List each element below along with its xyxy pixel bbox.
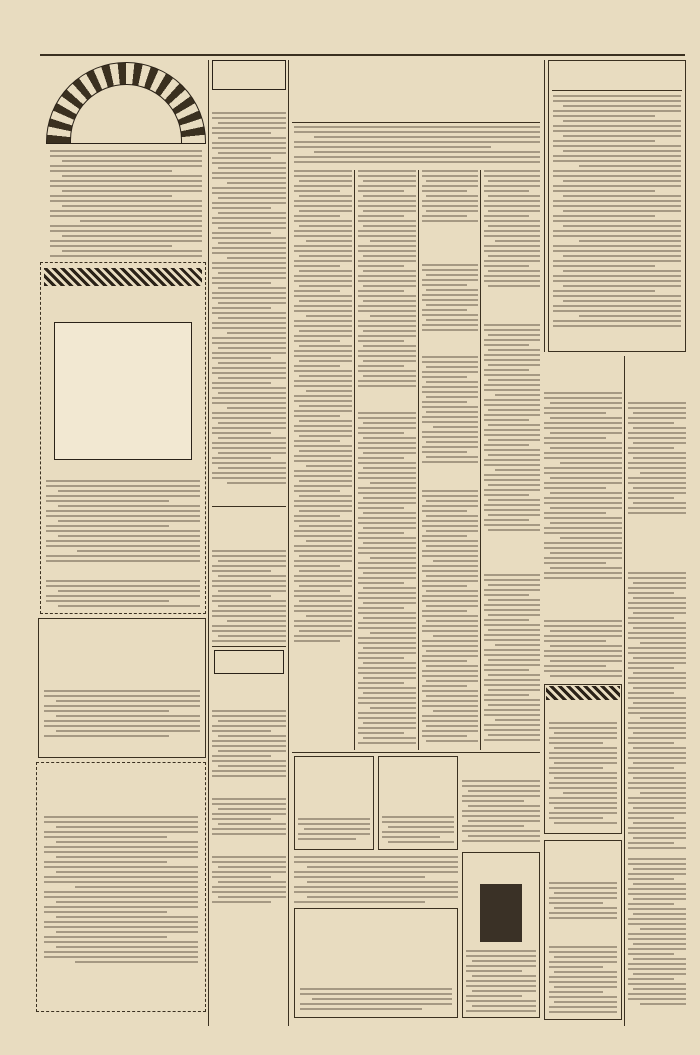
article-jordan-byline (552, 334, 680, 348)
jerusalem-ad-banner (546, 686, 620, 700)
divider (212, 506, 286, 507)
municipality-signatory-role2 (40, 994, 120, 1006)
rescue-battles-headline (358, 392, 416, 408)
dogs-ad-title (380, 760, 456, 794)
shoes-ad-body (298, 818, 370, 846)
column-signature (212, 488, 286, 502)
article-jordan-headline (552, 63, 682, 89)
jerusalem-ad-body (549, 722, 617, 830)
crossword-solution (46, 580, 200, 610)
fashion-ad-shop (546, 926, 620, 940)
sports-body2 (212, 798, 286, 838)
fashion-ad-title (546, 845, 620, 863)
main-col-a (484, 170, 540, 290)
main-col-c (358, 170, 416, 390)
main-col-b (422, 170, 478, 226)
crossword-grid[interactable] (54, 322, 192, 460)
crossword-row-numbers (192, 322, 204, 458)
dogs-ad-sub (380, 798, 456, 812)
fashion-ad-sub (546, 866, 620, 878)
tokyo-headline (292, 560, 356, 594)
main-col-b2 (422, 264, 478, 334)
setback-headline (422, 228, 478, 260)
crossword-clues (46, 480, 200, 564)
horoscope-title (76, 100, 176, 140)
sports-sub1 (212, 678, 286, 692)
main-col-a4 (462, 780, 540, 848)
column-body (212, 112, 286, 486)
main-col-b3 (422, 356, 478, 466)
municipality-signatory-role (40, 981, 120, 993)
col-divider (544, 60, 545, 352)
sports-sub4 (212, 840, 286, 852)
main-subheadline (292, 100, 540, 120)
restaurant-ad-title (464, 856, 538, 876)
municipality-signatory (40, 968, 120, 980)
column-masthead (214, 62, 284, 88)
main-intro (294, 126, 540, 166)
kissinger-headline (544, 356, 622, 388)
crossword-winner (44, 566, 202, 578)
notices-body (628, 572, 686, 852)
rescue-army-formation-headline (422, 336, 478, 352)
restaurant-ad-photo (480, 884, 522, 942)
column-subtitle (212, 94, 286, 108)
col-divider (208, 60, 209, 1026)
crossword-column-numbers (54, 306, 190, 320)
col-divider (354, 170, 355, 750)
crossword-clues-label (44, 462, 202, 476)
arab-states-headline (628, 356, 686, 400)
col-divider (288, 60, 289, 1026)
real-estate-ad-title (40, 622, 204, 640)
crossword-author (44, 290, 202, 304)
col-divider (418, 170, 419, 750)
fashion-ad-address (549, 946, 617, 1016)
divider (552, 90, 682, 91)
shoes-ad-sub (296, 800, 372, 814)
footer-name (618, 1012, 686, 1024)
paper-name (300, 34, 420, 52)
small-notices (294, 856, 458, 906)
jerusalem-ad-title (546, 704, 620, 718)
header-rule (40, 54, 685, 56)
col-divider (480, 170, 481, 750)
main-headline (292, 60, 540, 100)
main-col-d (294, 170, 352, 746)
sports-body (212, 710, 286, 780)
tourism-headline (212, 510, 286, 546)
furniture-ad-body (300, 988, 452, 1014)
divider (292, 122, 540, 123)
notices-body-2 (628, 858, 686, 1008)
tourism-body (212, 550, 286, 644)
rescue-army-moves-headline (422, 470, 478, 486)
horoscope-body (50, 150, 202, 258)
arab-states-body (628, 402, 686, 520)
municipality-body (44, 816, 198, 966)
main-col-c2 (358, 412, 416, 746)
restaurant-ad-body (466, 950, 536, 1014)
jerash-headline (544, 585, 622, 617)
municipality-title (40, 766, 202, 780)
sports-sub3 (212, 782, 286, 794)
issue-date (50, 34, 160, 52)
sports-sub2 (212, 694, 286, 706)
divider (292, 752, 540, 753)
page-label (620, 34, 680, 52)
municipality-city (40, 798, 202, 812)
sports-body3 (212, 856, 286, 906)
jerash-body (544, 620, 622, 680)
lebanese-army-headline (484, 292, 540, 320)
article-jordan-body (553, 95, 681, 331)
fashion-ad-body (549, 882, 617, 922)
divider (212, 646, 286, 647)
main-col-a2 (484, 324, 540, 534)
crossword-banner (44, 268, 202, 286)
dogs-ad-body (382, 816, 454, 846)
rescue-army-league-headline (484, 538, 540, 570)
municipality-sub (40, 782, 202, 796)
kissinger-body (544, 392, 622, 582)
real-estate-company (40, 644, 204, 684)
furniture-ad-title (296, 914, 456, 942)
sports-masthead (216, 652, 282, 672)
main-col-b4 (422, 490, 478, 746)
ads-title (628, 524, 686, 540)
shoes-ad-title (296, 760, 372, 796)
furniture-ad-sub (296, 944, 456, 958)
real-estate-ad-body (44, 690, 200, 740)
license-number (628, 556, 686, 568)
main-col-a3 (484, 574, 540, 744)
real-estate-phone (40, 742, 204, 754)
furniture-ad-stereo (296, 962, 456, 984)
col-divider (624, 356, 625, 1026)
ads-sub (628, 542, 686, 554)
